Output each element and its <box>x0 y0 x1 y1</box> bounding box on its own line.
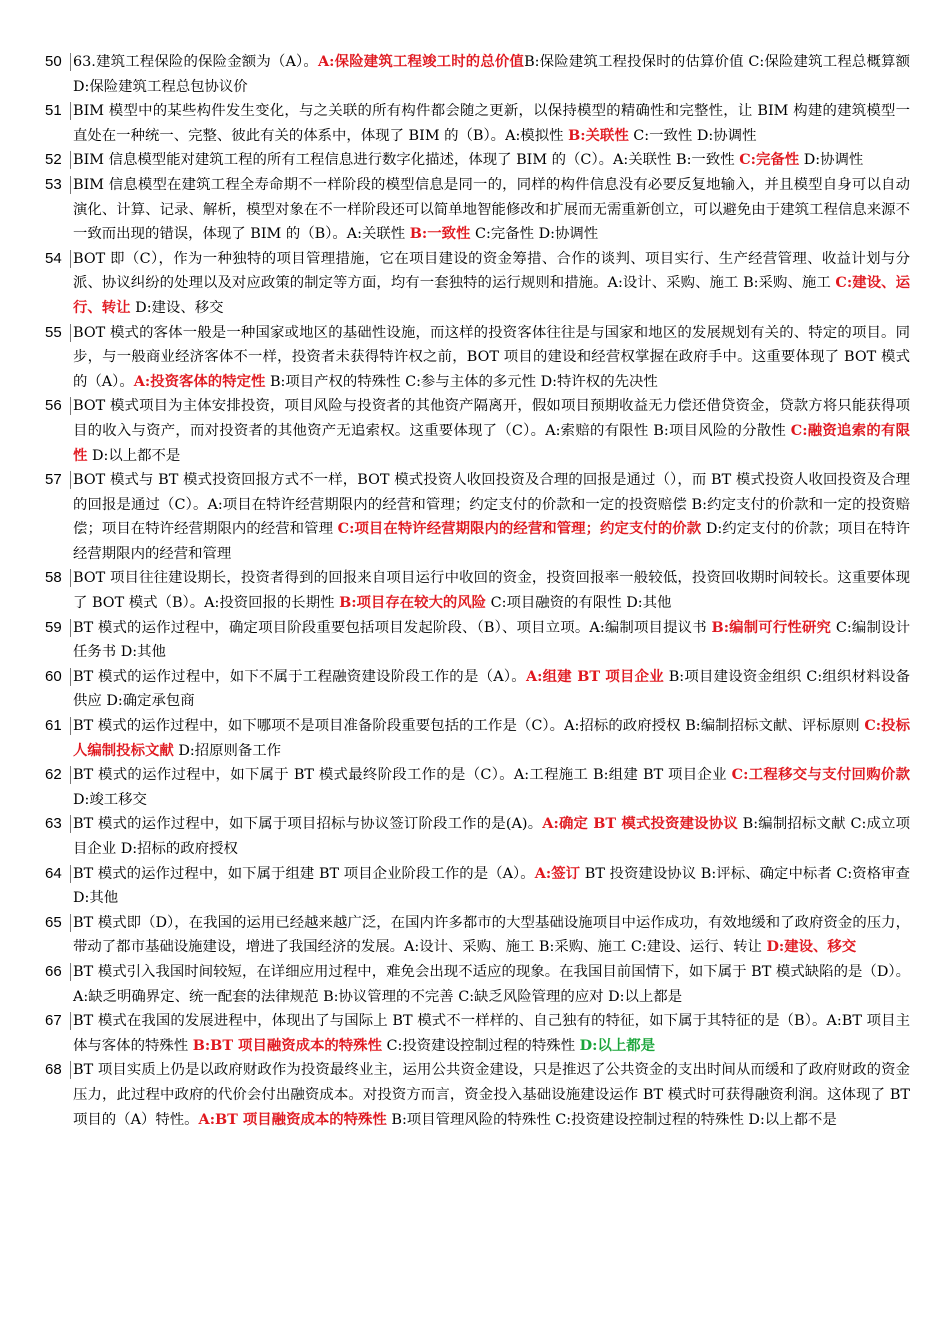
question-number: 60 <box>45 665 73 690</box>
correct-answer: B:关联性 <box>568 126 629 144</box>
correct-answer: C:融资追索的有限性 <box>73 421 910 464</box>
question-item <box>45 911 910 960</box>
question-text <box>73 321 910 395</box>
correct-answer: A:确定 BT 模式投资建设协议 <box>542 815 738 833</box>
question-item <box>45 99 910 148</box>
correct-answer: A:投资客体的特定性 <box>133 372 266 390</box>
correct-answer: D:建设、移交 <box>766 938 857 956</box>
question-number: 65 <box>45 911 73 936</box>
question-text-segment: BIM 信息模型能对建筑工程的所有工程信息进行数字化描述，体现了 BIM 的（C）。A:关联性 B:一致性 <box>73 152 740 169</box>
correct-answer: B:编制可行性研究 <box>711 618 832 636</box>
question-text <box>73 394 910 468</box>
question-text-segment: B:保险建筑工程投保时的估算价值 C:保险建筑工程总概算额 D:保险建筑工程总包协议价 <box>73 54 910 95</box>
question-number: 53 <box>45 173 73 198</box>
question-item <box>45 714 910 763</box>
question-text-segment: C:编制设计任务书 D:其他 <box>73 619 910 661</box>
question-number: 66 <box>45 960 73 985</box>
question-text-segment: BT 模式的运作过程中，如下属于 BT 模式最终阶段工作的是（C）。A:工程施工 B:组建 BT 项目企业 <box>73 767 732 784</box>
question-text-segment: C:投资建设控制过程的特殊性 <box>381 1037 580 1054</box>
question-item <box>45 394 910 468</box>
question-text <box>73 665 910 714</box>
question-text <box>73 763 910 812</box>
correct-answer: B:BT 项目融资成本的特殊性 <box>192 1036 382 1054</box>
question-text-segment: D:协调性 <box>799 152 864 169</box>
question-number: 59 <box>45 616 73 641</box>
question-item <box>45 616 910 665</box>
question-number: 63 <box>45 812 73 837</box>
question-number: 50 <box>45 50 73 75</box>
question-text-segment: D:以上都不是 <box>87 447 181 464</box>
correct-answer: A:BT 项目融资成本的特殊性 <box>198 1110 387 1128</box>
question-item <box>45 1058 910 1132</box>
correct-answer: C:投标人编制投标文献 <box>73 717 910 759</box>
question-number: 64 <box>45 862 73 887</box>
question-text-segment: D:招原则备工作 <box>173 742 282 759</box>
question-text-segment: BIM 模型中的某些构件发生变化，与之关联的所有构件都会随之更新，以保持模型的精确性和完整性，让 BIM 构建的建筑模型一直处在一种统一、完整、彼此有关的体系中，体现了 BIM 的（B）。A:模拟性 <box>73 103 910 144</box>
question-item <box>45 812 910 861</box>
question-item <box>45 148 910 173</box>
question-text <box>73 960 910 1009</box>
correct-answer: C:建设、运行、转让 <box>73 274 910 316</box>
question-text-segment: B:编制招标文献 C:成立项目企业 D:招标的政府授权 <box>73 816 911 857</box>
question-text-segment: BOT 模式项目为主体安排投资，项目风险与投资者的其他资产隔离开，假如项目预期收益无力偿还借贷资金，贷款方将只能获得项目的收入与资产，而对投资者的其他资产无追索权。这重要体现了（C）。A:索赔的有限性 B:项目风险的分散性 <box>73 398 910 439</box>
question-text <box>73 812 910 861</box>
question-text-segment: BOT 模式与 BT 模式投资回报方式不一样，BOT 模式投资人收回投资及合理的回报是通过（），而 BT 模式投资人收回投资及合理的回报是通过（C）。A:项目在特许经营期限内的经营和管理；约定支付的价款和一定的投资赔偿 B:约定支付的价款和一定的投资赔偿；项目在特许经营期限内的经营和管理 <box>73 472 910 538</box>
question-text-segment: BT 模式的运作过程中，如下哪项不是项目准备阶段重要包括的工作是（C）。A:招标的政府授权 B:编制招标文献、评标原则 <box>73 718 865 735</box>
question-text-segment: B:项目建设资金组织 C:组织材料设备供应 D:确定承包商 <box>73 668 910 710</box>
question-text <box>73 148 910 173</box>
question-text <box>73 714 910 763</box>
question-text-segment: B:项目管理风险的特殊性 C:投资建设控制过程的特殊性 D:以上都不是 <box>386 1111 837 1128</box>
question-text-segment: BT 模式在我国的发展进程中，体现出了与国际上 BT 模式不一样样的、自己独有的特征，如下属于其特征的是（B）。A:BT 项目主体与客体的特殊性 <box>73 1013 910 1054</box>
question-text-segment: BT 模式的运作过程中，确定项目阶段重要包括项目发起阶段、（B）、项目立项。A:编制项目提议书 <box>73 619 712 636</box>
correct-answer: A:保险建筑工程竣工时的总价值 <box>318 53 525 70</box>
question-text-segment: D:竣工移交 <box>73 791 147 808</box>
question-text-segment: BOT 模式的客体一般是一种国家或地区的基础性设施，而这样的投资客体往往是与国家和地区的发展规划有关的、特定的项目。同步，与一般商业经济客体不一样，投资者未获得特许权之前，BOT 项目的建设和经营权掌握在政府手中。这重要体现了 BOT 模式的（A）。 <box>73 324 910 390</box>
question-text-segment: C:完备性 D:协调性 <box>470 226 599 243</box>
question-text-segment: BT 项目实质上仍是以政府财政作为投资最终业主，运用公共资金建设，只是推迟了公共资金的支出时间从而缓和了政府财政的资金压力，此过程中政府的代价会付出融资成本。对投资方而言，资金投入基础设施建设运作 BT 模式时可获得融资利润。这体现了 BT 项目的（A）特性。 <box>73 1062 910 1128</box>
question-text-segment: BT 投资建设协议 B:评标、确定中标者 C:资格审查 D:其他 <box>73 865 910 907</box>
alternate-answer: D:以上都是 <box>579 1036 656 1054</box>
question-text-segment: BT 模式的运作过程中，如下属于项目招标与协议签订阶段工作的是(A)。 <box>73 816 543 833</box>
question-number: 56 <box>45 394 73 419</box>
question-number: 57 <box>45 468 73 493</box>
question-text <box>73 1009 910 1058</box>
question-text-segment: C:一致性 D:协调性 <box>628 127 757 144</box>
question-number: 62 <box>45 763 73 788</box>
question-text-segment: BT 模式的运作过程中，如下不属于工程融资建设阶段工作的是（A）。 <box>73 668 526 685</box>
question-text-segment: D:建设、移交 <box>130 299 224 316</box>
question-text <box>73 173 910 247</box>
question-text-segment: BT 模式引入我国时间较短，在详细应用过程中，难免会出现不适应的现象。在我国目前国情下，如下属于 BT 模式缺陷的是（D）。A:缺乏明确界定、统一配套的法律规范 B:协议管理的不完善 C:缺乏风险管理的应对 D:以上都是 <box>73 963 910 1005</box>
question-text-segment: BOT 项目往往建设期长，投资者得到的回报来自项目运行中收回的资金，投资回报率一般较低，投资回收期时间较长。这重要体现了 BOT 模式（B）。A:投资回报的长期性 <box>73 570 910 612</box>
question-text <box>73 50 910 99</box>
question-item <box>45 173 910 247</box>
question-item <box>45 862 910 911</box>
question-text-segment: B:项目产权的特殊性 C:参与主体的多元性 D:特许权的先决性 <box>265 373 658 390</box>
correct-answer: B:一致性 <box>409 225 471 243</box>
correct-answer: A:组建 BT 项目企业 <box>525 667 664 685</box>
correct-answer: B:项目存在较大的风险 <box>339 594 487 612</box>
question-list <box>45 50 910 1132</box>
question-text-segment: BOT 即（C），作为一种独特的项目管理措施，它在项目建设的资金筹措、合作的谈判、项目实行、生产经营管理、收益计划与分派、协议纠纷的处理以及对应政策的制定等方面，均有一套独特的运行规则和措施。A:设计、采购、施工 B:采购、施工 <box>73 250 910 292</box>
correct-answer: A:签订 <box>534 864 581 882</box>
question-text <box>73 1058 910 1132</box>
question-text <box>73 862 910 911</box>
question-text <box>73 468 910 566</box>
question-number: 67 <box>45 1009 73 1034</box>
question-item <box>45 50 910 99</box>
question-text <box>73 247 910 321</box>
correct-answer: C:完备性 <box>739 151 800 169</box>
correct-answer: C:工程移交与支付回购价款 <box>731 766 910 784</box>
question-text <box>73 99 910 148</box>
question-text <box>73 566 910 615</box>
question-number: 51 <box>45 99 73 124</box>
question-number: 68 <box>45 1058 73 1083</box>
question-number: 55 <box>45 321 73 346</box>
question-number: 52 <box>45 148 73 173</box>
question-number: 58 <box>45 566 73 591</box>
question-item <box>45 960 910 1009</box>
question-item <box>45 247 910 321</box>
question-item <box>45 468 910 566</box>
correct-answer: C:项目在特许经营期限内的经营和管理；约定支付的价款 <box>337 520 702 538</box>
question-text-segment: D:约定支付的价款；项目在特许经营期限内的经营和管理 <box>73 521 910 562</box>
question-item <box>45 665 910 714</box>
question-item <box>45 321 910 395</box>
question-text-segment: 63.建筑工程保险的保险金额为（A）。 <box>73 54 318 70</box>
question-text-segment: BIM 信息模型在建筑工程全寿命期不一样阶段的模型信息是同一的，同样的构件信息没有必要反复地输入，并且模型自身可以自动演化、计算、记录、解析，模型对象在不一样阶段还可以简单地智能修改和扩展而无需重新创立，可以避免由于建筑工程信息来源不一致而出现的错误，体现了 BIM 的（B）。A:关联性 <box>73 176 910 243</box>
question-number: 54 <box>45 247 73 272</box>
question-text-segment: C:项目融资的有限性 D:其他 <box>486 595 672 612</box>
question-number: 61 <box>45 714 73 739</box>
question-item <box>45 763 910 812</box>
question-text <box>73 616 910 665</box>
question-text-segment: BT 模式的运作过程中，如下属于组建 BT 项目企业阶段工作的是（A）。 <box>73 865 535 882</box>
question-text <box>73 911 910 960</box>
question-item <box>45 566 910 615</box>
question-item <box>45 1009 910 1058</box>
question-text-segment: BT 模式即（D），在我国的运用已经越来越广泛，在国内许多都市的大型基础设施项目中运作成功，有效地缓和了政府资金的压力，带动了都市基础设施建设，增进了我国经济的发展。A:设计、采购、施工 B:采购、施工 C:建设、运行、转让 <box>73 914 910 956</box>
